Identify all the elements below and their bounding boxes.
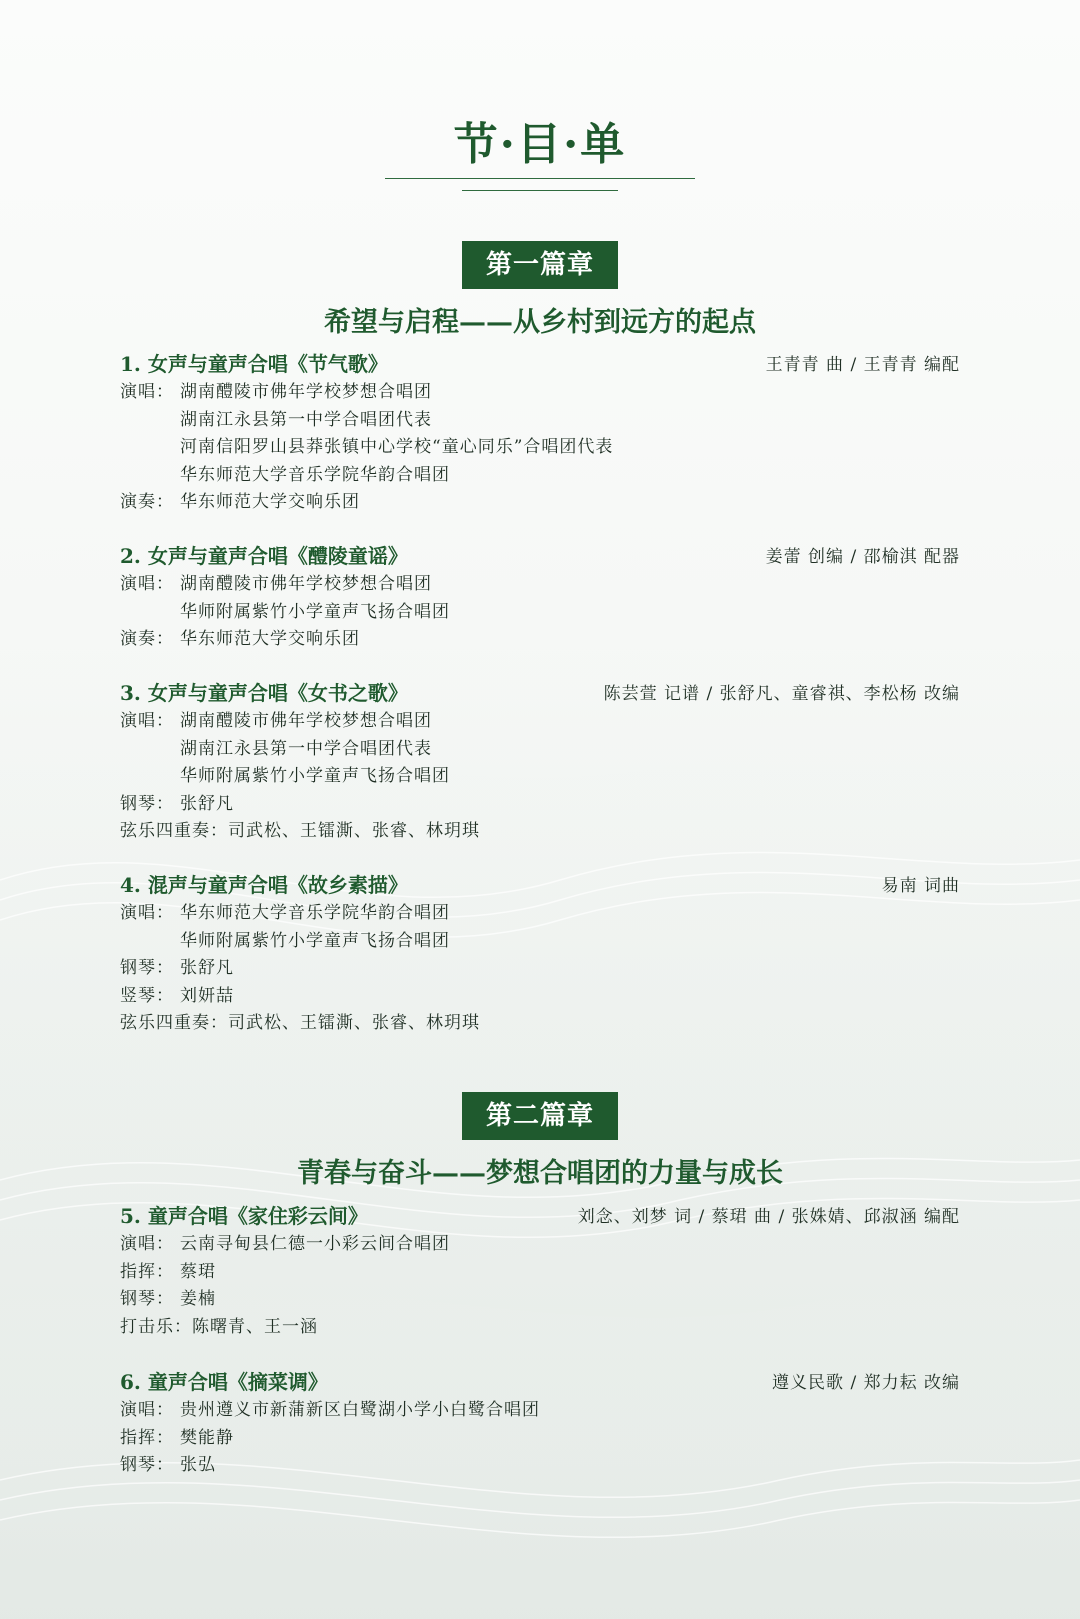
program-4 xyxy=(120,869,960,1035)
chapter-1-title: 希望与启程——从乡村到远方的起点 xyxy=(324,307,756,338)
performer-line: 演奏： 华东师范大学交响乐团 xyxy=(120,629,360,650)
program-credit: 刘念、刘梦 词 / 蔡珺 曲 / 张姝婧、邱淑涵 编配 xyxy=(577,1207,960,1227)
program-credit: 易南 词曲 xyxy=(881,876,960,896)
performer-line: 河南信阳罗山县莽张镇中心学校“童心同乐”合唱团代表 xyxy=(180,437,614,458)
program-title: 5. 童声合唱《家住彩云间》 xyxy=(120,1204,368,1228)
performer-line: 华师附属紫竹小学童声飞扬合唱团 xyxy=(180,766,450,787)
program-title: 3. 女声与童声合唱《女书之歌》 xyxy=(120,681,408,705)
program-credit: 陈芸萱 记谱 / 张舒凡、童睿祺、李松杨 改编 xyxy=(603,684,960,704)
performer-line: 指挥： 蔡珺 xyxy=(120,1261,216,1282)
chapter-1-badge: 第一篇章 xyxy=(462,241,618,289)
performer-line: 弦乐四重奏： 司武松、王镭澌、张睿、林玥琪 xyxy=(120,821,480,842)
title-divider-long xyxy=(385,178,695,179)
performer-line: 演唱： 湖南醴陵市佛年学校梦想合唱团 xyxy=(120,574,432,595)
performer-line: 钢琴： 张舒凡 xyxy=(120,958,234,979)
performer-line: 钢琴： 张舒凡 xyxy=(120,793,234,814)
chapter-2-badge: 第二篇章 xyxy=(462,1092,618,1140)
performer-line: 湖南江永县第一中学合唱团代表 xyxy=(180,738,432,759)
performer-line: 华东师范大学音乐学院华韵合唱团 xyxy=(180,464,450,485)
program-credit: 遵义民歌 / 郑力耘 改编 xyxy=(772,1373,960,1393)
program-3 xyxy=(120,677,960,843)
performer-line: 演唱： 云南寻甸县仁德一小彩云间合唱团 xyxy=(120,1234,450,1255)
performer-line: 钢琴： 张弘 xyxy=(120,1455,216,1476)
program-5 xyxy=(120,1200,960,1338)
program-title: 1. 女声与童声合唱《节气歌》 xyxy=(120,352,388,376)
page-title: 节·目·单 xyxy=(453,119,627,170)
performer-line: 华师附属紫竹小学童声飞扬合唱团 xyxy=(180,930,450,951)
program-credit: 姜蕾 创编 / 邵榆淇 配器 xyxy=(765,547,960,567)
performer-line: 演奏： 华东师范大学交响乐团 xyxy=(120,492,360,513)
program-2 xyxy=(120,540,960,651)
program-6 xyxy=(120,1366,960,1477)
performer-line: 演唱： 华东师范大学音乐学院华韵合唱团 xyxy=(120,903,450,924)
performer-line: 华师附属紫竹小学童声飞扬合唱团 xyxy=(180,601,450,622)
performer-line: 演唱： 贵州遵义市新蒲新区白鹭湖小学小白鹭合唱团 xyxy=(120,1400,540,1421)
title-divider-short xyxy=(462,190,618,191)
performer-line: 湖南江永县第一中学合唱团代表 xyxy=(180,409,432,430)
performer-line: 演唱： 湖南醴陵市佛年学校梦想合唱团 xyxy=(120,711,432,732)
program-title: 2. 女声与童声合唱《醴陵童谣》 xyxy=(120,544,408,568)
performer-line: 竖琴： 刘妍喆 xyxy=(120,985,234,1006)
program-title: 6. 童声合唱《摘菜调》 xyxy=(120,1370,328,1394)
chapter-2-title: 青春与奋斗——梦想合唱团的力量与成长 xyxy=(297,1158,783,1189)
program-credit: 王青青 曲 / 王青青 编配 xyxy=(765,355,960,375)
program-1 xyxy=(120,348,960,514)
performer-line: 演唱： 湖南醴陵市佛年学校梦想合唱团 xyxy=(120,382,432,403)
performer-line: 钢琴： 姜楠 xyxy=(120,1289,216,1310)
performer-line: 指挥： 樊能静 xyxy=(120,1427,234,1448)
performer-line: 弦乐四重奏： 司武松、王镭澌、张睿、林玥琪 xyxy=(120,1013,480,1034)
program-title: 4. 混声与童声合唱《故乡素描》 xyxy=(120,873,408,897)
performer-line: 打击乐： 陈曙青、王一涵 xyxy=(120,1316,318,1337)
